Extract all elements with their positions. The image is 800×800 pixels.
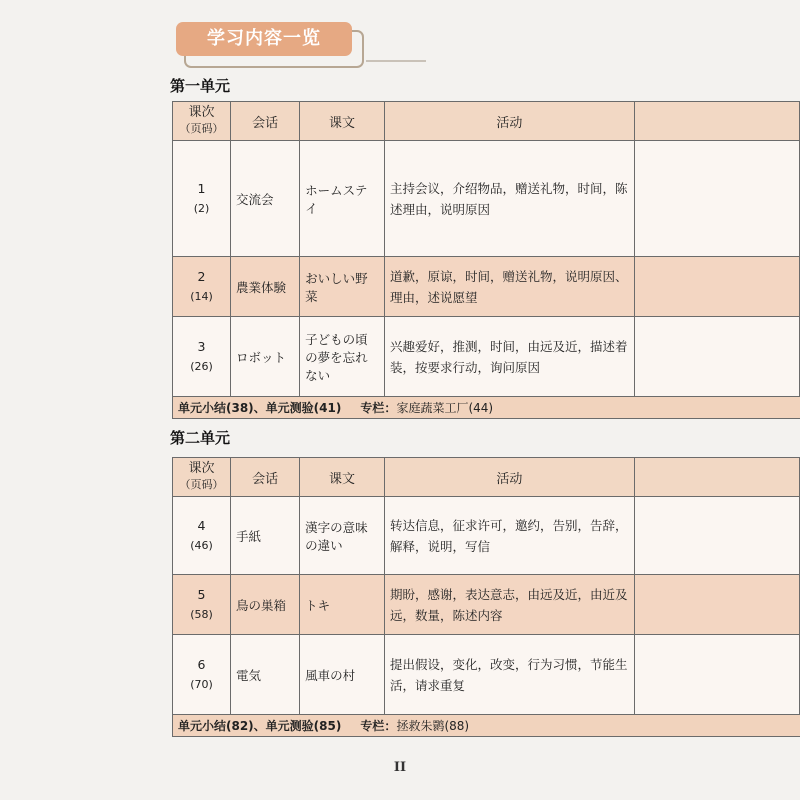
text-cell: 風車の村 — [300, 635, 385, 715]
lesson-number-cell — [173, 257, 231, 317]
header-lesson-label: 课次 — [188, 105, 215, 120]
lesson-number: 4 — [197, 518, 206, 533]
table-row — [173, 575, 800, 635]
section-title — [176, 22, 416, 66]
header-extra — [634, 458, 799, 497]
text-cell: おいしい野菜 — [300, 257, 385, 317]
table-row — [173, 497, 800, 575]
column-label: 专栏： — [360, 719, 397, 733]
activity-cell: 期盼，感谢，表达意志，由远及近，由近及远，数量，陈述内容 — [384, 575, 634, 635]
lesson-number-cell — [173, 635, 231, 715]
header-text: 课文 — [300, 458, 385, 497]
header-text: 课文 — [300, 102, 385, 141]
lesson-number: 1 — [197, 181, 206, 196]
extra-cell — [634, 317, 799, 397]
lesson-page: (70) — [190, 678, 213, 691]
unit-table — [172, 457, 800, 737]
header-page-label: （页码） — [179, 122, 224, 135]
unit-summary: 单元小结(82)、单元测验(85) — [178, 719, 342, 733]
title-badge: 学习内容一览 — [176, 22, 352, 56]
lesson-page: (2) — [193, 202, 210, 215]
extra-cell — [634, 635, 799, 715]
conversation-cell: 交流会 — [231, 141, 300, 257]
table-header-row — [173, 102, 800, 141]
activity-cell: 转达信息，征求许可，邀约，告别，告辞，解释，说明，写信 — [384, 497, 634, 575]
unit-footer-row — [173, 715, 800, 737]
title-decoration-line — [366, 60, 426, 62]
header-extra — [634, 102, 799, 141]
conversation-cell: 鳥の巣箱 — [231, 575, 300, 635]
header-lesson-label: 课次 — [188, 461, 215, 476]
activity-cell: 兴趣爱好，推测，时间，由远及近，描述着装，按要求行动，询问原因 — [384, 317, 634, 397]
lesson-number: 5 — [197, 587, 206, 602]
lesson-number-cell — [173, 141, 231, 257]
header-page-label: （页码） — [179, 478, 224, 491]
page-number: II — [393, 760, 407, 775]
unit-title: 第一单元 — [170, 77, 231, 95]
unit-table — [172, 101, 800, 419]
header-activity: 活动 — [384, 102, 634, 141]
lesson-page: (26) — [190, 360, 213, 373]
unit-summary: 单元小结(38)、单元测验(41) — [178, 401, 342, 415]
unit-title: 第二单元 — [170, 429, 231, 447]
column-value: 拯救朱鹮(88) — [396, 719, 470, 733]
table-header-row — [173, 458, 800, 497]
table-row — [173, 257, 800, 317]
lesson-page: (14) — [190, 290, 213, 303]
header-lesson — [173, 458, 231, 497]
unit-footer-row — [173, 397, 800, 419]
unit-footer — [173, 715, 800, 737]
extra-cell — [634, 257, 799, 317]
header-activity: 活动 — [384, 458, 634, 497]
table-row — [173, 141, 800, 257]
header-conversation: 会话 — [231, 458, 300, 497]
extra-cell — [634, 575, 799, 635]
lesson-number-cell — [173, 317, 231, 397]
activity-cell: 主持会议，介绍物品，赠送礼物，时间，陈述理由，说明原因 — [384, 141, 634, 257]
lesson-number: 3 — [197, 339, 206, 354]
extra-cell — [634, 141, 799, 257]
text-cell: 漢字の意味の違い — [300, 497, 385, 575]
lesson-number: 2 — [197, 269, 206, 284]
activity-cell: 道歉，原谅，时间，赠送礼物，说明原因、理由，述说愿望 — [384, 257, 634, 317]
lesson-page: (58) — [190, 608, 213, 621]
lesson-number-cell — [173, 575, 231, 635]
table-row — [173, 317, 800, 397]
column-value: 家庭蔬菜工厂(44) — [396, 401, 494, 415]
lesson-page: (46) — [190, 539, 213, 552]
extra-cell — [634, 497, 799, 575]
activity-cell: 提出假设，变化，改变，行为习惯，节能生活，请求重复 — [384, 635, 634, 715]
conversation-cell: 手紙 — [231, 497, 300, 575]
table-row — [173, 635, 800, 715]
text-cell: トキ — [300, 575, 385, 635]
conversation-cell: 電気 — [231, 635, 300, 715]
header-conversation: 会话 — [231, 102, 300, 141]
conversation-cell: 農業体験 — [231, 257, 300, 317]
header-lesson — [173, 102, 231, 141]
conversation-cell: ロボット — [231, 317, 300, 397]
lesson-number: 6 — [197, 657, 206, 672]
text-cell: 子どもの頃の夢を忘れない — [300, 317, 385, 397]
column-label: 专栏： — [360, 401, 397, 415]
text-cell: ホームステイ — [300, 141, 385, 257]
unit-footer — [173, 397, 800, 419]
lesson-number-cell — [173, 497, 231, 575]
